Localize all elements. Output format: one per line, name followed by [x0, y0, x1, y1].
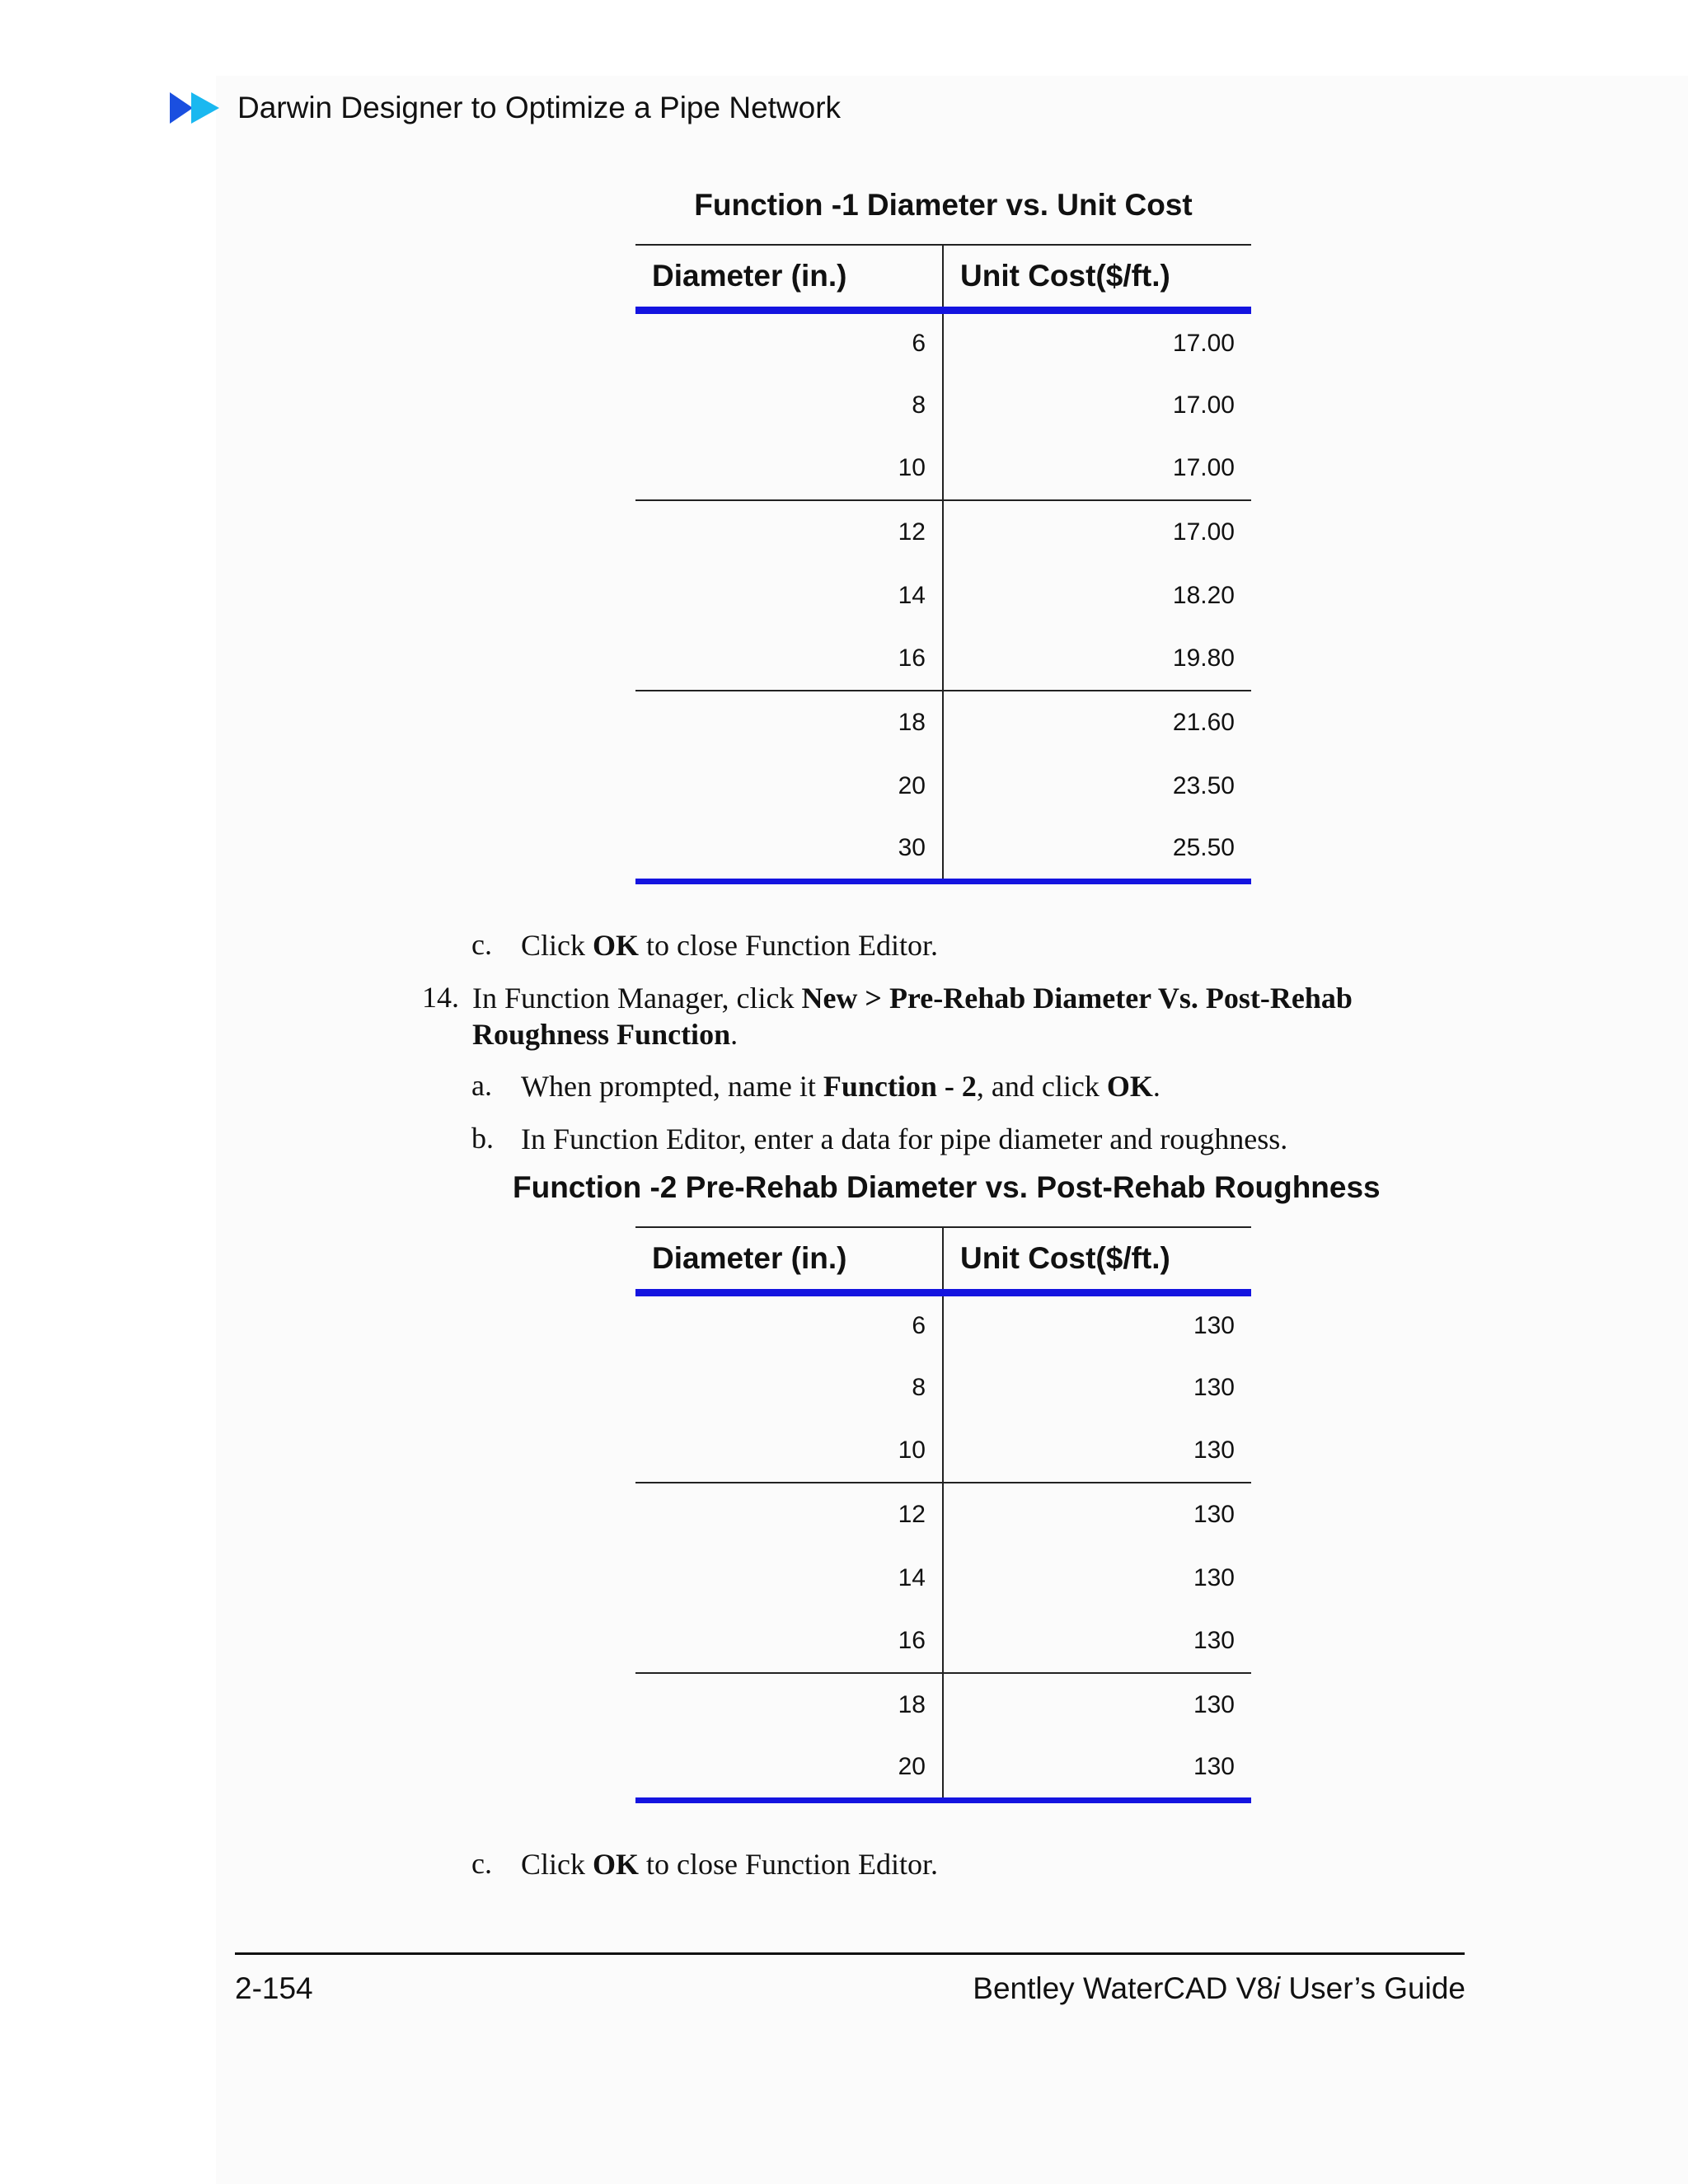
cell-diameter: 16	[635, 627, 943, 691]
cell-value: 17.00	[1172, 329, 1235, 357]
step-marker: b.	[471, 1122, 494, 1155]
cell-diameter: 6	[635, 310, 943, 373]
table2	[635, 1226, 1251, 1803]
cell-value: 17.00	[1172, 391, 1235, 419]
cell-diameter: 14	[635, 564, 943, 627]
cell-diameter: 30	[635, 818, 943, 881]
table-row	[635, 691, 1251, 754]
table-row	[635, 500, 1251, 564]
table-row	[635, 754, 1251, 818]
step-marker: a.	[471, 1069, 492, 1102]
cell-diameter: 6	[635, 1292, 943, 1356]
cell-diameter: 8	[635, 1356, 943, 1419]
table-row	[635, 1610, 1251, 1673]
cell-value: 130	[943, 1419, 1251, 1483]
cell-value: 25.50	[943, 818, 1251, 881]
table-row	[635, 373, 1251, 437]
step-text-line2: Roughness Function.	[472, 1018, 738, 1051]
footer-rule	[235, 1952, 1465, 1955]
table2-caption: Function -2 Pre-Rehab Diameter vs. Post-Rehab Roughness	[513, 1170, 1381, 1204]
double-arrow-icon	[168, 89, 224, 127]
cell-diameter: 12	[635, 1483, 943, 1546]
cell-diameter: 20	[635, 754, 943, 818]
table-row	[635, 1356, 1251, 1419]
table-row	[635, 1483, 1251, 1546]
cell-diameter: 20	[635, 1736, 943, 1800]
cell-value: 130	[943, 1736, 1251, 1800]
cell-diameter: 12	[635, 500, 943, 564]
step-marker: 14.	[422, 981, 459, 1014]
cell-value: 21.60	[1172, 709, 1235, 736]
table-row	[635, 1736, 1251, 1800]
table-row	[635, 1292, 1251, 1356]
table-row	[635, 818, 1251, 881]
table2-col-unit-cost: Unit Cost($/ft.)	[943, 1227, 1251, 1292]
cell-diameter: 10	[635, 1419, 943, 1483]
step-text: In Function Manager, click New > Pre-Rehab Diameter Vs. Post-Rehab	[472, 982, 1353, 1015]
guide-title: Bentley WaterCAD V8i User’s Guide	[973, 1971, 1465, 2005]
header-title: Darwin Designer to Optimize a Pipe Network	[237, 91, 842, 124]
step-text: Click OK to close Function Editor.	[521, 1848, 938, 1881]
table-row	[635, 1673, 1251, 1736]
table1-caption: Function -1 Diameter vs. Unit Cost	[694, 188, 1193, 222]
cell-value: 19.80	[943, 627, 1251, 691]
cell-diameter: 16	[635, 1610, 943, 1673]
step-marker: c.	[471, 1847, 492, 1880]
cell-diameter: 18	[635, 1673, 943, 1736]
step-text: In Function Editor, enter a data for pipe diameter and roughness.	[521, 1122, 1288, 1155]
cell-diameter: 14	[635, 1546, 943, 1610]
table1	[635, 244, 1251, 884]
page-header	[168, 87, 841, 129]
cell-value: 130	[1193, 1563, 1235, 1591]
cell-diameter: 8	[635, 373, 943, 437]
step-marker: c.	[471, 928, 492, 961]
cell-diameter: 18	[635, 691, 943, 754]
table2-col-diameter: Diameter (in.)	[635, 1227, 943, 1292]
table1-col-diameter: Diameter (in.)	[635, 245, 943, 310]
cell-value: 23.50	[1172, 771, 1235, 799]
cell-value: 130	[1193, 1691, 1235, 1718]
table-row	[635, 437, 1251, 500]
cell-value: 130	[1193, 1501, 1235, 1528]
cell-value: 17.00	[1172, 518, 1235, 546]
table2-header-row	[635, 1227, 1251, 1292]
table-row	[635, 1546, 1251, 1610]
step-text: When prompted, name it Function - 2, and click OK.	[521, 1070, 1160, 1103]
cell-value: 130	[1193, 1311, 1235, 1339]
cell-value: 130	[943, 1610, 1251, 1673]
table-row	[635, 564, 1251, 627]
table1-header-row	[635, 245, 1251, 310]
table-row	[635, 310, 1251, 373]
step-text: Click OK to close Function Editor.	[521, 929, 938, 962]
page-number: 2-154	[235, 1971, 313, 2005]
cell-value: 18.20	[1172, 581, 1235, 609]
cell-value: 130	[1193, 1373, 1235, 1401]
table-row	[635, 627, 1251, 691]
cell-value: 17.00	[943, 437, 1251, 500]
table-row	[635, 1419, 1251, 1483]
cell-diameter: 10	[635, 437, 943, 500]
table1-col-unit-cost: Unit Cost($/ft.)	[943, 245, 1251, 310]
